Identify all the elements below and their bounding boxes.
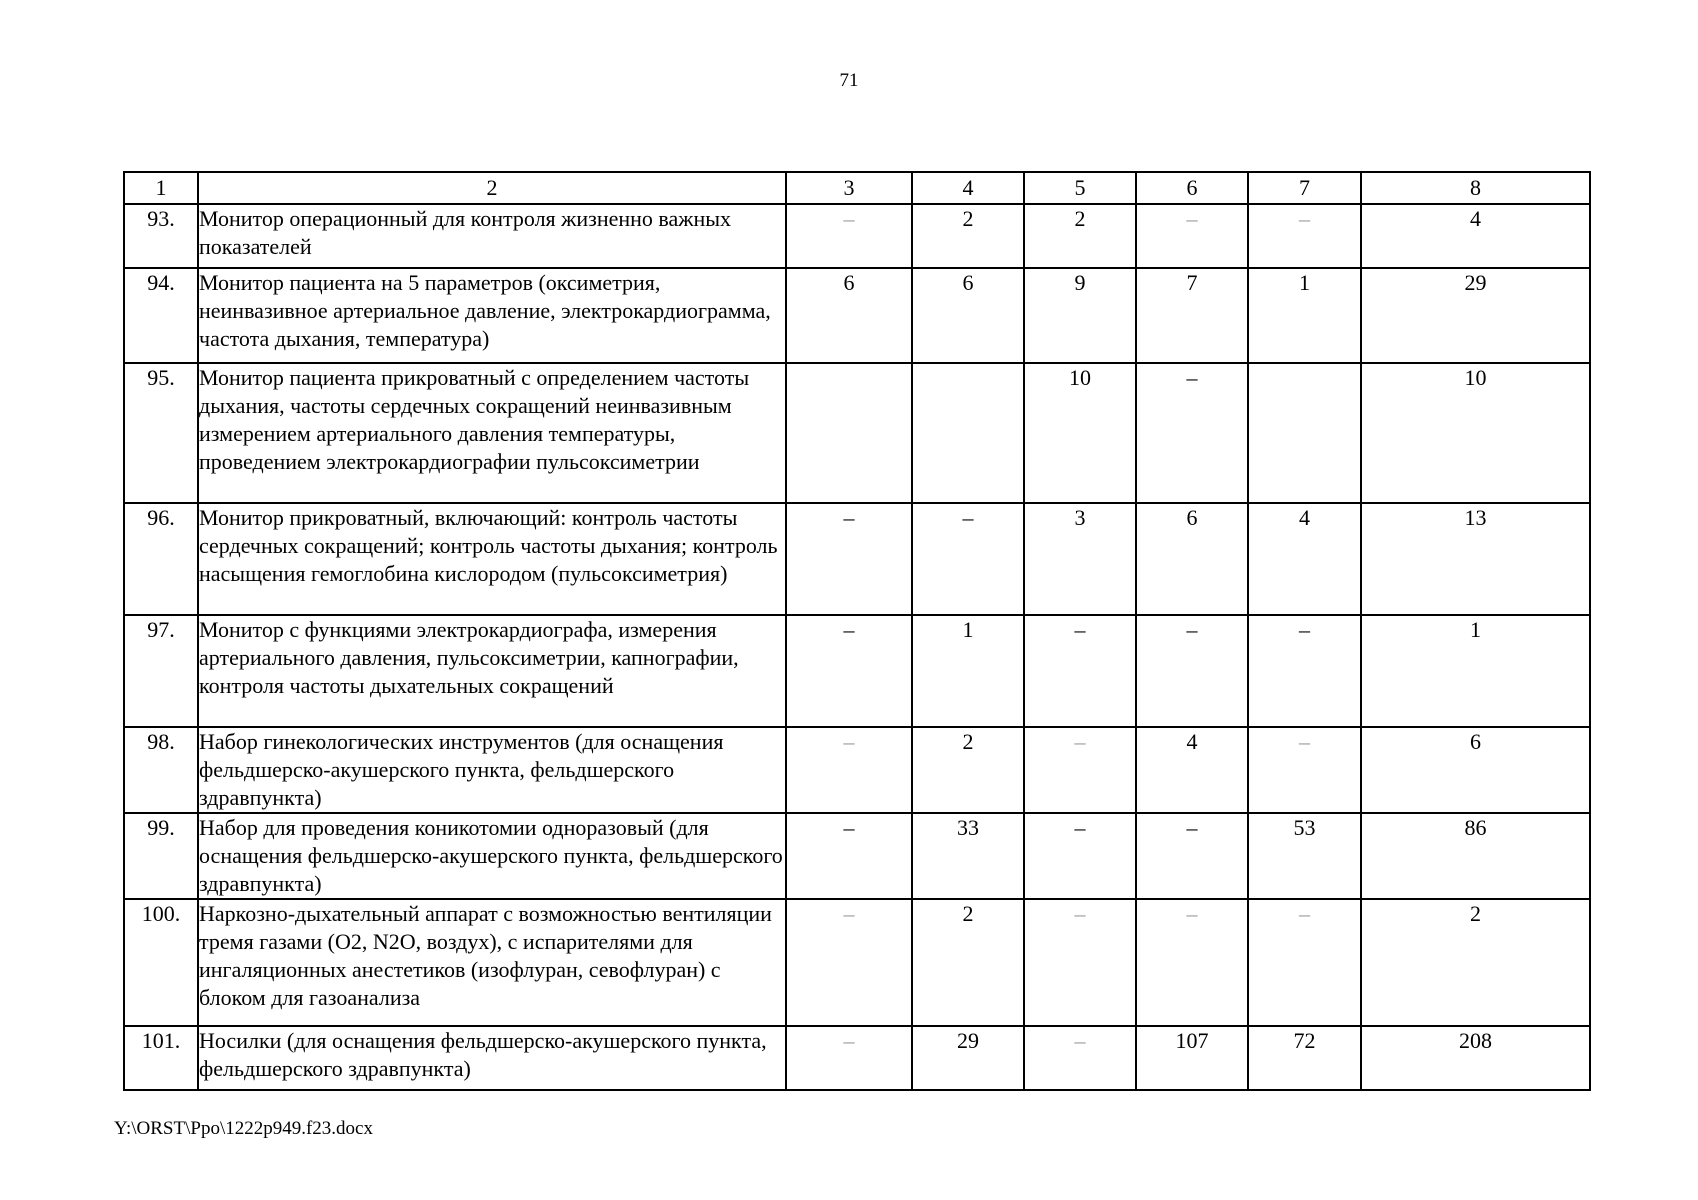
quantity-cell: –	[1248, 899, 1361, 1026]
quantity-cell: –	[1024, 727, 1136, 813]
table-row	[124, 727, 1590, 813]
row-number: 100.	[124, 899, 198, 1026]
column-header: 1	[124, 172, 198, 204]
quantity-cell: 9	[1024, 268, 1136, 363]
table-row	[124, 1026, 1590, 1090]
quantity-cell: 6	[1361, 727, 1590, 813]
row-number: 96.	[124, 503, 198, 615]
table-row	[124, 503, 1590, 615]
quantity-cell: 6	[786, 268, 912, 363]
equipment-name: Монитор операционный для контроля жизненно важных показателей	[198, 204, 786, 268]
equipment-name: Набор гинекологических инструментов (для оснащения фельдшерско-акушерского пункта, фельдшерского здравпункта)	[198, 727, 786, 813]
quantity-cell: –	[786, 615, 912, 727]
quantity-cell: 72	[1248, 1026, 1361, 1090]
quantity-cell: –	[1136, 899, 1248, 1026]
quantity-cell	[786, 363, 912, 503]
quantity-cell: 29	[912, 1026, 1024, 1090]
quantity-cell: 208	[1361, 1026, 1590, 1090]
quantity-cell: 4	[1248, 503, 1361, 615]
quantity-cell: 29	[1361, 268, 1590, 363]
column-header: 7	[1248, 172, 1361, 204]
quantity-cell: –	[786, 503, 912, 615]
quantity-cell: –	[786, 899, 912, 1026]
table-row	[124, 268, 1590, 363]
quantity-cell: 13	[1361, 503, 1590, 615]
table-row	[124, 899, 1590, 1026]
quantity-cell: 3	[1024, 503, 1136, 615]
quantity-cell: –	[912, 503, 1024, 615]
quantity-cell: 10	[1024, 363, 1136, 503]
page-number: 71	[839, 70, 859, 91]
quantity-cell: –	[786, 1026, 912, 1090]
row-number: 97.	[124, 615, 198, 727]
row-number: 99.	[124, 813, 198, 899]
quantity-cell	[1248, 363, 1361, 503]
quantity-cell: 1	[1361, 615, 1590, 727]
quantity-cell: 6	[1136, 503, 1248, 615]
quantity-cell: 1	[912, 615, 1024, 727]
quantity-cell: 33	[912, 813, 1024, 899]
quantity-cell: –	[1024, 615, 1136, 727]
column-header: 6	[1136, 172, 1248, 204]
column-header: 4	[912, 172, 1024, 204]
row-number: 95.	[124, 363, 198, 503]
column-header: 8	[1361, 172, 1590, 204]
quantity-cell: –	[1136, 363, 1248, 503]
quantity-cell: –	[786, 813, 912, 899]
quantity-cell: 2	[1024, 204, 1136, 268]
table-header-row	[124, 172, 1590, 204]
equipment-name: Наркозно-дыхательный аппарат с возможностью вентиляции тремя газами (О2, N2O, воздух), с испарителями для ингаляционных анестетиков (изофлуран, севофлуран) с блоком для газоанализа	[198, 899, 786, 1026]
quantity-cell: 6	[912, 268, 1024, 363]
quantity-cell: –	[1248, 204, 1361, 268]
equipment-name: Монитор с функциями электрокардиографа, измерения артериального давления, пульсоксиметрии, капнографии, контроля частоты дыхательных сокращений	[198, 615, 786, 727]
table-body	[124, 204, 1590, 1090]
file-path: Y:\ORST\Ppo\1222p949.f23.docx	[114, 1118, 373, 1139]
quantity-cell: –	[1024, 1026, 1136, 1090]
quantity-cell: 1	[1248, 268, 1361, 363]
quantity-cell: 4	[1361, 204, 1590, 268]
equipment-name: Набор для проведения коникотомии одноразовый (для оснащения фельдшерско-акушерского пункта, фельдшерского здравпункта)	[198, 813, 786, 899]
quantity-cell: –	[1136, 813, 1248, 899]
quantity-cell: –	[1024, 899, 1136, 1026]
equipment-name: Носилки (для оснащения фельдшерско-акушерского пункта, фельдшерского здравпункта)	[198, 1026, 786, 1090]
table-row	[124, 363, 1590, 503]
quantity-cell: –	[1248, 727, 1361, 813]
column-header: 2	[198, 172, 786, 204]
row-number: 101.	[124, 1026, 198, 1090]
quantity-cell: 2	[912, 204, 1024, 268]
quantity-cell: 2	[1361, 899, 1590, 1026]
quantity-cell: 53	[1248, 813, 1361, 899]
quantity-cell: 10	[1361, 363, 1590, 503]
table-row	[124, 204, 1590, 268]
row-number: 94.	[124, 268, 198, 363]
table-row	[124, 615, 1590, 727]
quantity-cell	[912, 363, 1024, 503]
quantity-cell: –	[786, 204, 912, 268]
quantity-cell: 4	[1136, 727, 1248, 813]
equipment-name: Монитор пациента прикроватный с определением частоты дыхания, частоты сердечных сокращений неинвазивным измерением артериального давления температуры, проведением электрокардиографии пульсоксиметрии	[198, 363, 786, 503]
quantity-cell: 2	[912, 727, 1024, 813]
quantity-cell: –	[1136, 615, 1248, 727]
equipment-name: Монитор прикроватный, включающий: контроль частоты сердечных сокращений; контроль частоты дыхания; контроль насыщения гемоглобина кислородом (пульсоксиметрия)	[198, 503, 786, 615]
quantity-cell: 2	[912, 899, 1024, 1026]
column-header: 3	[786, 172, 912, 204]
quantity-cell: 7	[1136, 268, 1248, 363]
column-header: 5	[1024, 172, 1136, 204]
quantity-cell: –	[1136, 204, 1248, 268]
quantity-cell: –	[786, 727, 912, 813]
row-number: 93.	[124, 204, 198, 268]
quantity-cell: –	[1248, 615, 1361, 727]
row-number: 98.	[124, 727, 198, 813]
quantity-cell: –	[1024, 813, 1136, 899]
table-row	[124, 813, 1590, 899]
equipment-table	[123, 171, 1591, 1091]
quantity-cell: 107	[1136, 1026, 1248, 1090]
quantity-cell: 86	[1361, 813, 1590, 899]
equipment-name: Монитор пациента на 5 параметров (оксиметрия, неинвазивное артериальное давление, электрокардиограмма, частота дыхания, температура)	[198, 268, 786, 363]
